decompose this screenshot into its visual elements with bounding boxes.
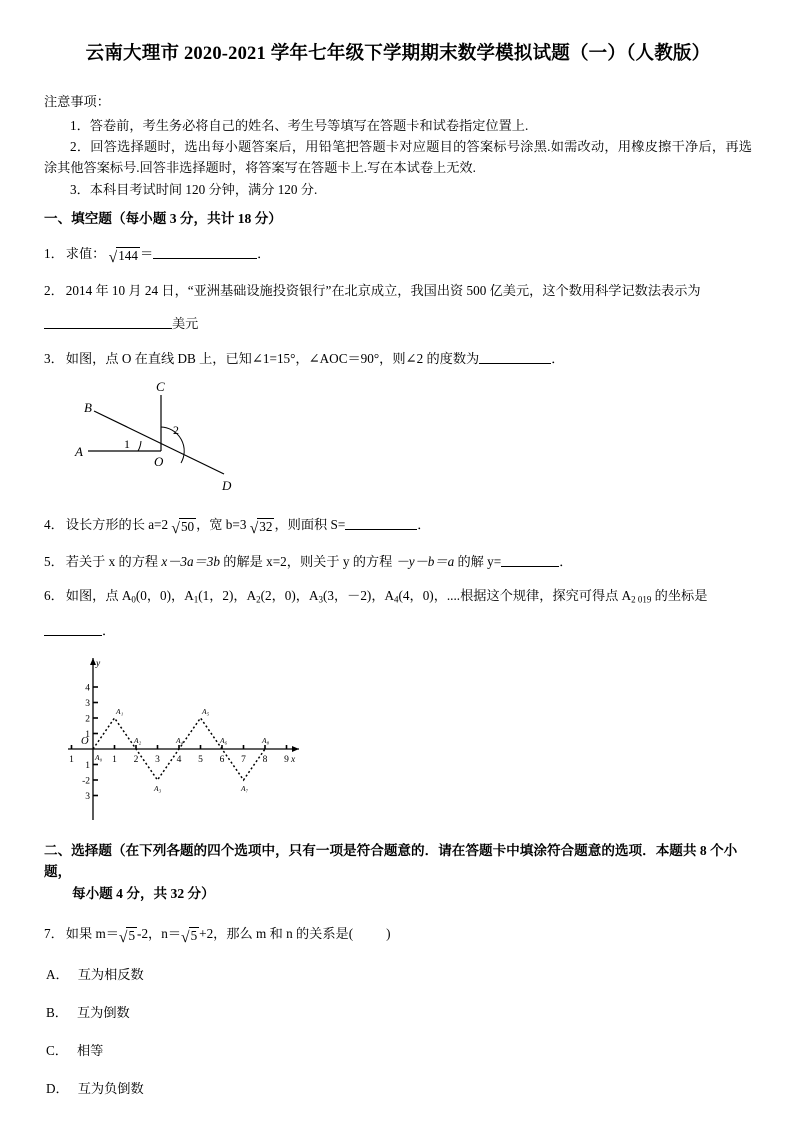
sqrt-5-b	[181, 925, 199, 947]
radicand: 5	[190, 927, 198, 943]
page-content	[44, 42, 752, 1099]
question-4-text-2: ，宽 b=3	[196, 516, 247, 532]
point-sub-4: 4	[394, 594, 399, 605]
angle-diagram-svg	[72, 378, 312, 498]
question-2-line2	[44, 313, 752, 335]
point-label-a2: A₂	[134, 735, 142, 745]
svg-text:2: 2	[133, 754, 139, 765]
option-d[interactable]	[46, 1078, 752, 1099]
question-3	[44, 348, 752, 370]
svg-text:-2: -2	[82, 776, 90, 787]
section-heading-multiple-choice	[44, 840, 752, 905]
notice-item-1: 1．答卷前，考生务必将自己的姓名、考生号等填写在答题卡和试卷指定位置上.	[70, 117, 529, 133]
question-1-tail: ．	[257, 245, 271, 261]
answer-blank[interactable]	[345, 517, 417, 530]
sqrt-50	[171, 516, 196, 538]
page-title: 云南大理市 2020-2021 学年七年级下学期期末数学模拟试题（一）（人教版）	[85, 44, 711, 64]
question-2-text: 2014 年 10 月 24 日，“亚洲基础设施投资银行”在北京成立，我国出资 500 亿美元，这个数用科学记数法表示为	[65, 282, 701, 298]
point-coord-4: (4，0)	[398, 588, 434, 604]
question-2-unit: 美元	[172, 316, 199, 332]
svg-text:4: 4	[85, 683, 90, 694]
answer-blank[interactable]	[501, 554, 559, 567]
radical-sign: √	[118, 928, 128, 946]
question-5-text-3: 的解 y=	[457, 553, 502, 569]
question-6-number: 6．	[44, 588, 64, 604]
question-7-text-1: 如果 m＝	[65, 925, 119, 941]
label-c: C	[156, 378, 165, 394]
point-label-a3: A₃	[154, 783, 162, 793]
label-a: A	[75, 443, 83, 459]
point-label-a8: A₈	[262, 735, 270, 745]
radical-sign: √	[181, 928, 190, 946]
option-b-text: 互为倒数	[76, 1004, 130, 1020]
question-1-equals: ＝	[139, 245, 154, 261]
angle-diagram	[72, 378, 312, 498]
point-label-a4: A₄	[176, 735, 184, 745]
question-7-text-2: -2，n＝	[137, 925, 182, 941]
question-6-tail: ．	[102, 622, 116, 638]
sqrt-144	[109, 245, 140, 267]
question-4-text-1: 设长方形的长 a=2	[65, 516, 169, 532]
question-5	[44, 551, 752, 573]
notice-item-2: 2．回答选择题时，选出每小题答案后，用铅笔把答题卡对应题目的答案标号涂黑.如需改动，用橡皮擦干净后，再选涂其他答案标号.回答非选择题时，将答案写在答题卡上.写在本试卷上无效.	[44, 138, 752, 176]
angle-1-arc	[138, 441, 141, 451]
svg-text:6: 6	[219, 754, 225, 765]
option-c-text: 相等	[76, 1042, 104, 1058]
section-heading-fill-in-blank: 一、填空题（每小题 3 分，共计 18 分）	[44, 211, 282, 226]
svg-text:8: 8	[262, 754, 268, 765]
svg-text:3: 3	[85, 791, 90, 802]
radical-sign: √	[171, 519, 180, 537]
point-coord-0: (0，0)	[135, 588, 172, 604]
label-d: D	[222, 477, 232, 493]
zigzag-plot-svg	[66, 652, 316, 824]
svg-text:3: 3	[155, 754, 160, 765]
notice-block	[44, 92, 752, 200]
y-tick-marks	[93, 687, 98, 796]
radicand: 5	[128, 927, 136, 943]
svg-text:4: 4	[176, 754, 182, 765]
question-1-text: 求值：	[65, 245, 106, 261]
radical-sign: √	[108, 248, 118, 266]
origin-label: O	[81, 735, 89, 747]
point-sub-2: 2	[256, 594, 261, 605]
svg-text:1: 1	[112, 754, 117, 765]
question-3-tail: ．	[551, 351, 565, 367]
zigzag-coordinate-plot	[66, 652, 316, 824]
notice-heading: 注意事项：	[44, 94, 110, 110]
label-o: O	[154, 453, 164, 469]
question-5-tail: ．	[559, 553, 573, 569]
question-4	[44, 514, 752, 538]
section-2-line2: 每小题 4 分，共 32 分）	[72, 886, 215, 902]
x-axis-arrow	[292, 746, 299, 752]
question-5-text-2: 的解是 x=2，则关于 y 的方程	[223, 553, 393, 569]
question-7-text-3: +2，那么 m 和 n 的关系是(	[199, 925, 354, 941]
radicand: 144	[118, 247, 138, 263]
question-6: 6． 如图，点 $A_0(0$，0)，$A_1(1$，2)，$A_2(2$，0)，$A_3(3$，－2)，$A_4(4$，0)，....根据这个规律，探究可得点 $A_{2 019}$ 的坐标是	[44, 588, 708, 605]
radicand: 32	[259, 518, 273, 534]
question-6-text-1: 如图，点 A	[65, 588, 132, 604]
question-6-text-2: ，....根据这个规律，探究可得点 A	[433, 588, 632, 604]
option-d-text: 互为负倒数	[77, 1080, 144, 1096]
question-7-text-4: )	[386, 925, 391, 941]
answer-blank[interactable]	[44, 316, 172, 329]
notice-item-3: 3．本科目考试时间 120 分钟，满分 120 分.	[70, 181, 318, 197]
option-d-label: D．	[46, 1080, 69, 1096]
svg-text:9: 9	[284, 754, 289, 765]
label-angle-2: 2	[173, 422, 179, 437]
question-4-number: 4．	[44, 516, 64, 532]
option-c-label: C．	[46, 1042, 68, 1058]
svg-text:3: 3	[85, 698, 90, 709]
label-b: B	[84, 399, 92, 415]
point-label-a7: A₇	[241, 783, 249, 793]
option-b[interactable]	[46, 1002, 752, 1023]
x-axis-label: x	[291, 754, 296, 765]
y-axis-label: y	[96, 658, 101, 669]
point-sub-3: 3	[318, 594, 323, 605]
point-coord-1: (1，2)	[198, 588, 234, 604]
question-2	[44, 280, 752, 302]
question-3-number: 3．	[44, 351, 64, 367]
point-coord-3: (3，－2)	[322, 588, 372, 604]
equation-1: x－3a＝3b	[161, 553, 220, 569]
answer-blank[interactable]	[44, 623, 102, 636]
point-sub-0: 0	[131, 594, 136, 605]
sqrt-5-a	[119, 925, 137, 947]
svg-text:2: 2	[85, 714, 90, 725]
equation-2: －y－b＝a	[395, 553, 455, 569]
point-sub-1: 1	[193, 594, 199, 605]
question-3-text: 如图，点 O 在直线 DB 上，已知∠1=15°，∠AOC＝90°，则∠2 的度数为	[65, 351, 480, 367]
svg-text:1: 1	[69, 754, 74, 765]
point-label-a0: A₀	[95, 752, 103, 762]
option-a-text: 互为相反数	[77, 966, 144, 982]
question-5-number: 5．	[44, 553, 64, 569]
svg-text:5: 5	[198, 754, 203, 765]
point-label-a5: A₅	[202, 706, 210, 716]
question-1	[44, 243, 752, 267]
point-coord-2: (2，0)	[260, 588, 296, 604]
answer-blank[interactable]	[479, 351, 551, 364]
question-7	[44, 923, 752, 947]
question-7-number: 7．	[44, 925, 64, 941]
label-angle-1: 1	[124, 436, 130, 451]
point-sub-2019: 2 019	[631, 594, 652, 605]
question-6-text-3: 的坐标是	[654, 588, 708, 604]
point-label-a6: A₆	[220, 735, 228, 745]
svg-text:1: 1	[85, 760, 90, 771]
option-a-label: A．	[46, 966, 69, 982]
question-6-line2	[44, 620, 752, 642]
answer-blank[interactable]	[153, 246, 257, 259]
question-2-number: 2．	[44, 282, 64, 298]
option-b-label: B．	[46, 1004, 68, 1020]
radicand: 50	[180, 518, 195, 534]
svg-text:1: 1	[85, 729, 90, 740]
radical-sign: √	[249, 519, 259, 537]
question-5-text-1: 若关于 x 的方程	[65, 553, 159, 569]
option-c[interactable]	[46, 1040, 752, 1061]
section-2-line1: 二、选择题（在下列各题的四个选项中，只有一项是符合题意的．请在答题卡中填涂符合题意的选项．本题共 8 个小题，	[44, 842, 738, 880]
point-label-a1: A₁	[116, 706, 124, 716]
question-4-text-3: ，则面积 S=	[274, 516, 346, 532]
question-4-tail: ．	[417, 516, 431, 532]
svg-text:7: 7	[241, 754, 246, 765]
sqrt-32	[250, 516, 275, 538]
question-1-number: 1．	[44, 245, 64, 261]
option-a[interactable]	[46, 964, 752, 985]
